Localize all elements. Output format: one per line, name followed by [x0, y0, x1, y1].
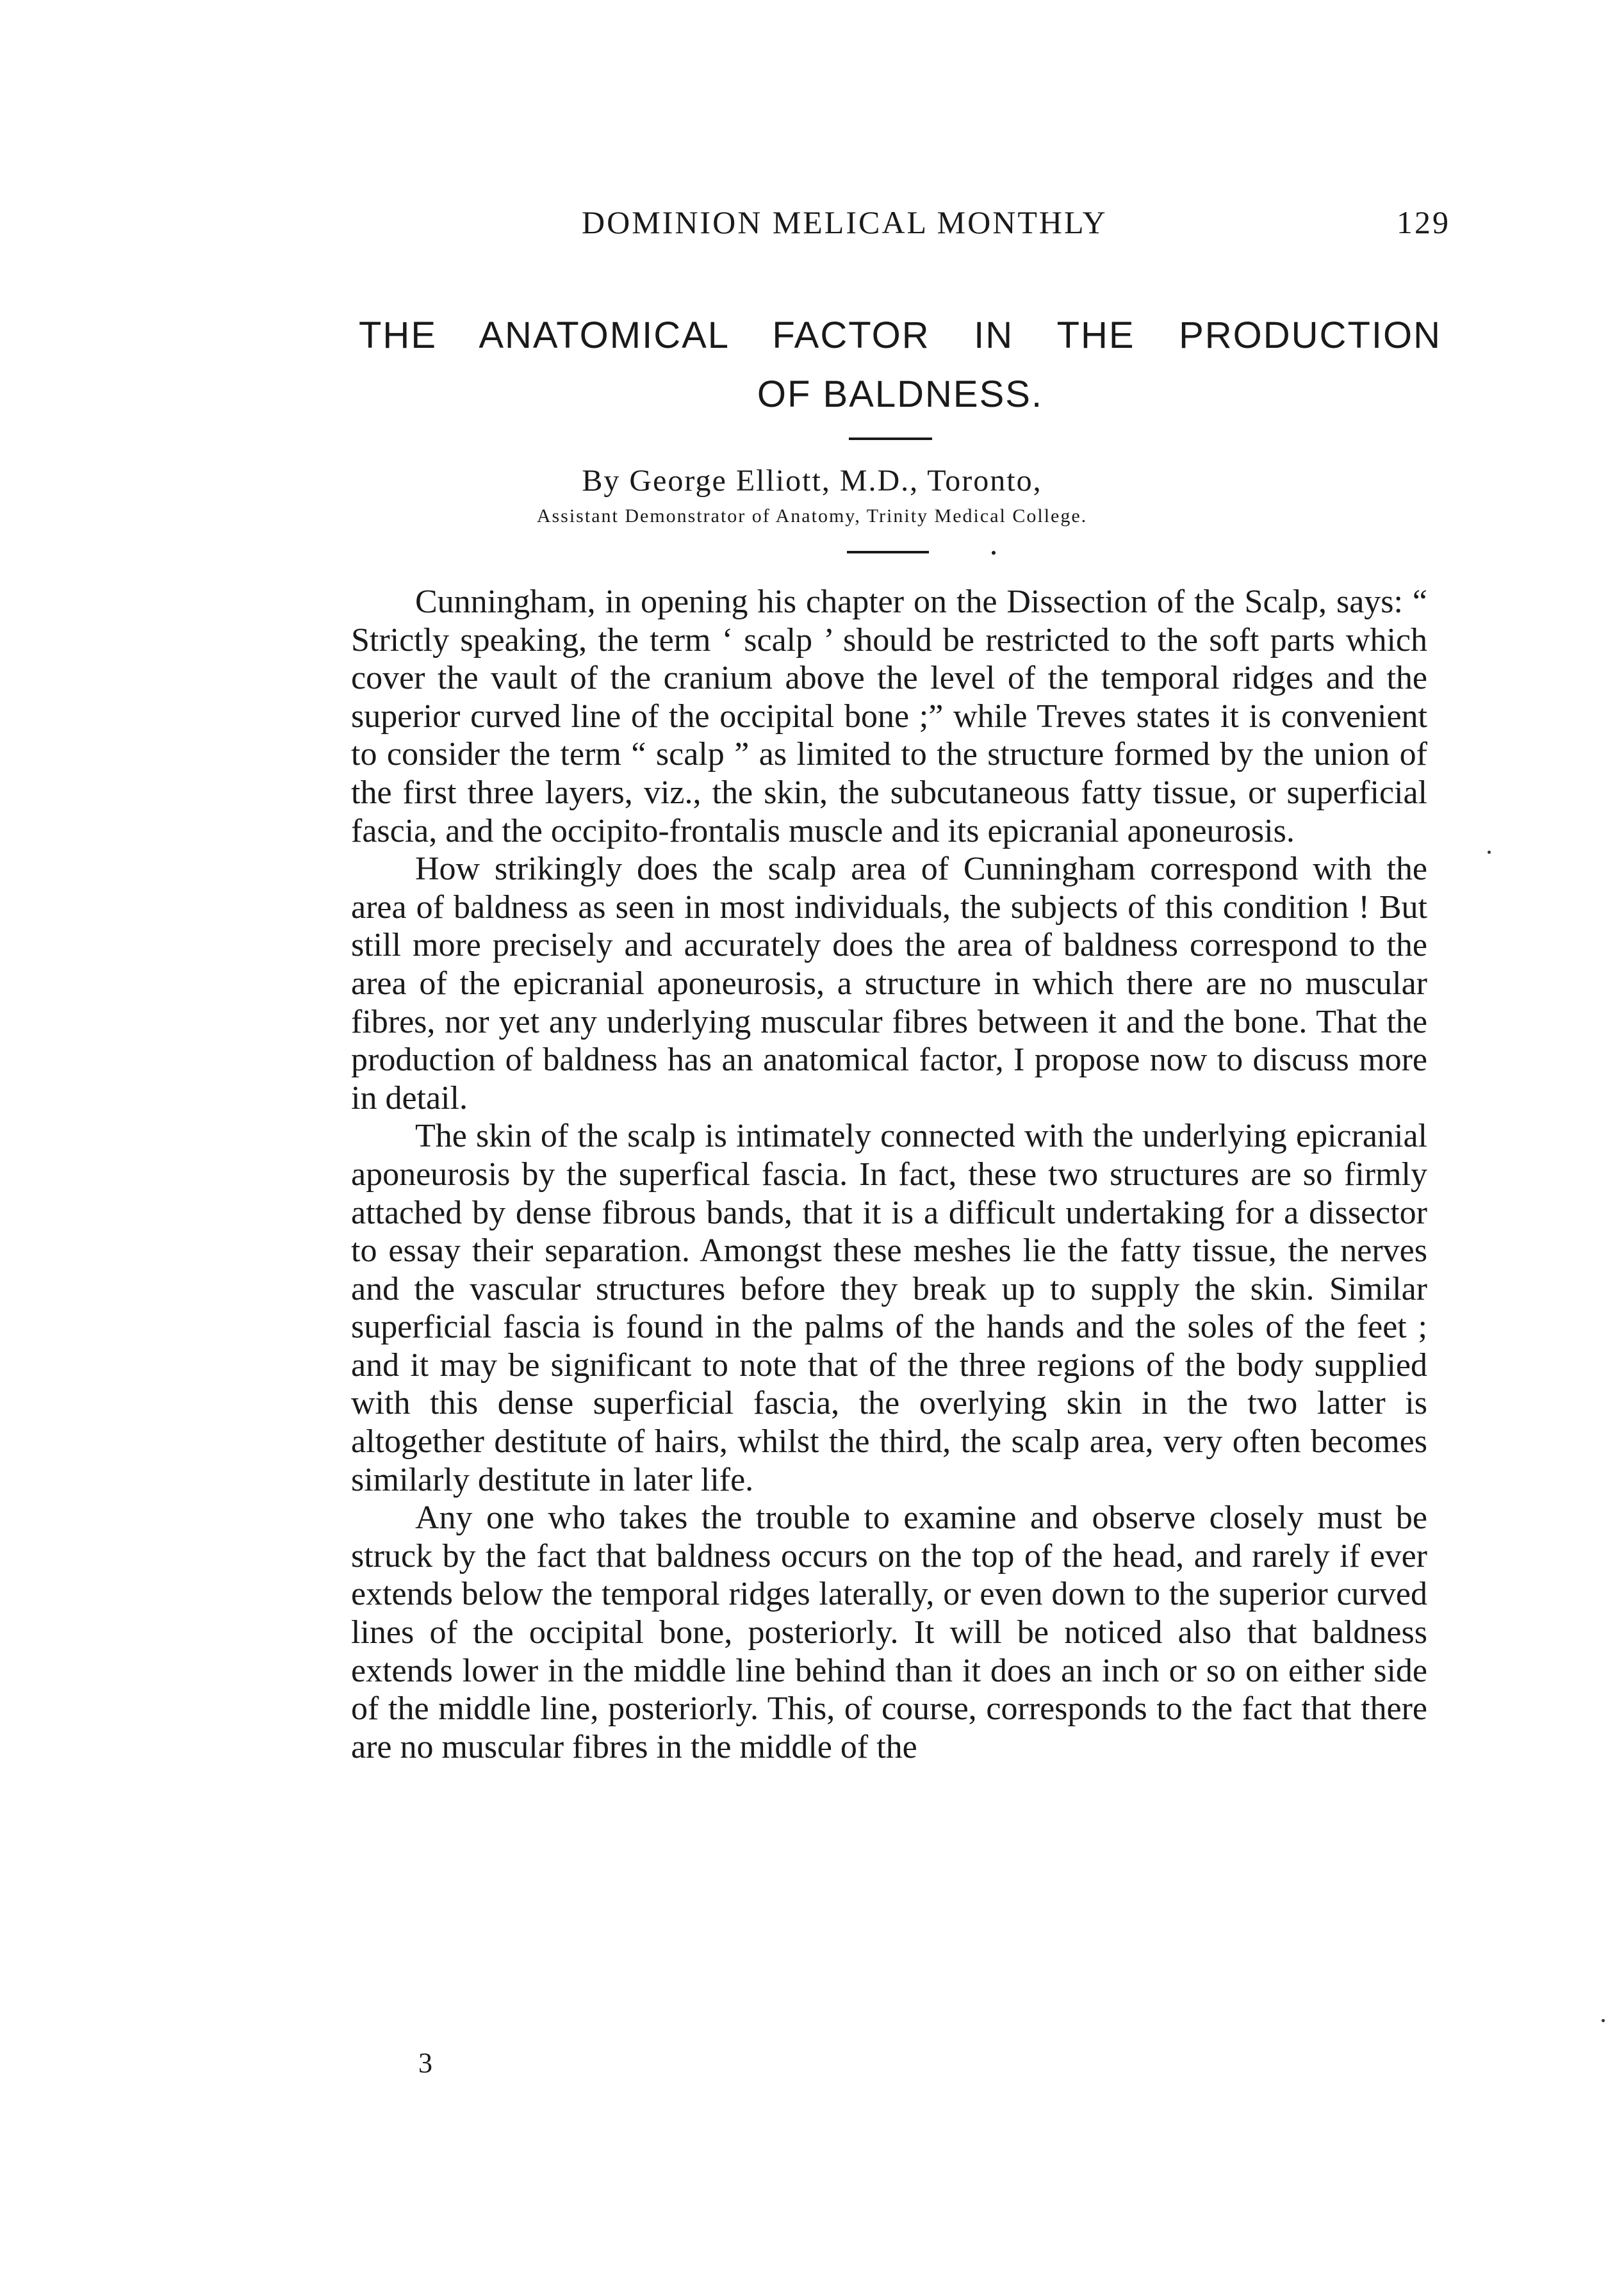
article-body [351, 583, 1427, 1766]
paragraph: Cunningham, in opening his chapter on the Dissection of the Scalp, says: “ Strictly speaking, the term ‘ scalp ’ should be restricted to the soft parts which cover the vault of the cranium above the level of the temporal ridges and the superior curved line of the occipital bone ;” while Treves states it is convenient to consider the term “ scalp ” as limited to the structure formed by the union of the first three layers, viz., the skin, the subcutaneous fatty tissue, or superficial fascia, and the occipito-frontalis muscle and its epicranial aponeurosis. [351, 584, 1427, 849]
paragraph: The skin of the scalp is intimately connected with the underlying epicranial aponeurosis by the superfical fascia. In fact, these two structures are so firmly attached by dense fibrous bands, that it is a difficult undertaking for a dissector to essay their separation. Amongst these meshes lie the fatty tissue, the nerves and the vascular structures before they break up to supply the skin. Similar superficial fascia is found in the palms of the hands and the soles of the feet ; and it may be significant to note that of the three regions of the body supplied with this dense superficial fascia, the overlying skin in the two latter is altogether destitute of hairs, whilst the third, the scalp area, very often becomes similarly destitute in later life. [351, 1118, 1427, 1498]
article-title [359, 306, 1441, 424]
article-title-line-1: THE ANATOMICAL FACTOR IN THE PRODUCTION [359, 315, 1441, 356]
divider-dot [992, 551, 996, 555]
scan-speck [1488, 851, 1491, 854]
scan-speck [1602, 2019, 1605, 2022]
running-head [0, 204, 1624, 242]
paragraph: Any one who takes the trouble to examine and observe closely must be struck by the fact that baldness occurs on the top of the head, and rarely if ever extends below the temporal ridges laterally, or even down to the superior curved lines of the occipital bone, posteriorly. It will be noticed also that baldness extends lower in the middle line behind than it does an inch or so on either side of the middle line, posteriorly. This, of course, corresponds to the fact that there are no muscular fibres in the middle of the [351, 1500, 1427, 1765]
divider-rule-bottom [847, 551, 929, 553]
signature-mark: 3 [418, 2047, 432, 2079]
article-title-line-2: OF BALDNESS. [757, 373, 1044, 415]
author-byline: By George Elliott, M.D., Toronto, [582, 464, 1042, 498]
author-affiliation: Assistant Demonstrator of Anatomy, Trinity Medical College. [536, 505, 1088, 527]
running-title: DOMINION MELICAL MONTHLY [582, 204, 1108, 240]
divider-rule-top [849, 437, 932, 440]
page-number: 129 [1397, 204, 1450, 240]
paragraph: How strikingly does the scalp area of Cunningham correspond with the area of baldness as seen in most individuals, the subjects of this condition ! But still more precisely and accurately does the area of baldness correspond to the area of the epicranial aponeurosis, a structure in which there are no muscular fibres, nor yet any underlying muscular fibres between it and the bone. That the production of baldness has an anatomical factor, I propose now to discuss more in detail. [351, 851, 1427, 1116]
